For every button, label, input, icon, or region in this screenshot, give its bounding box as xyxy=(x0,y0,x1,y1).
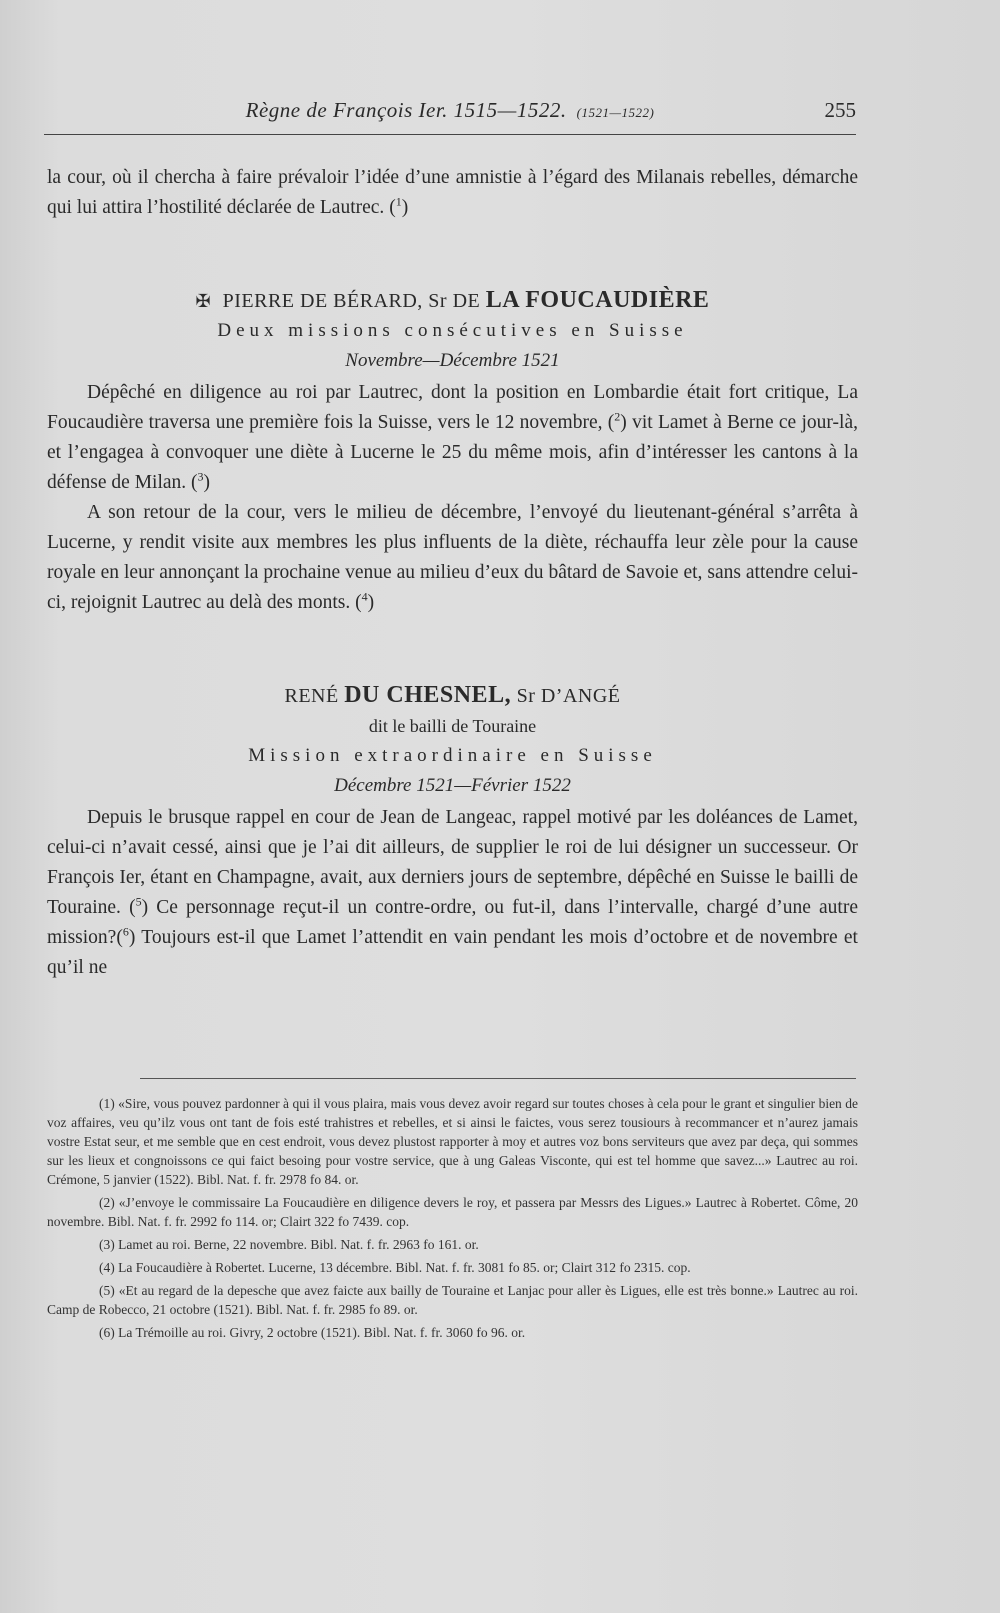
section2-title-pre: RENÉ xyxy=(284,685,339,707)
section1-paragraph-2: A son retour de la cour, vers le milieu de décembre, l’envoyé du lieutenant-général s’arrêta à Lucerne, y rendit visite aux membres les plus influents de la diète, réchauffa leur zèle pour la cause royale en leur annonçant la prochaine venue au milieu d’eux du bâtard de Savoie et, sans attendre celui-ci, rejoignit Lautrec au delà des monts. ($^4$) xyxy=(47,502,858,613)
page-header xyxy=(44,98,856,135)
section2-mission: Mission extraordinaire en Suisse xyxy=(248,745,657,766)
section2-subtitle: dit le bailli de Touraine xyxy=(368,716,537,736)
footnote-divider xyxy=(140,1078,856,1079)
note-ref-5[interactable]: 5 xyxy=(135,894,142,909)
footnote-6: (6) La Trémoille au roi. Givry, 2 octobre (1521). Bibl. Nat. f. fr. 3060 fo 96. or. xyxy=(99,1325,526,1340)
section2-p1-text-b: Ce personnage reçut-il un contre-ordre, ou fut-il, dans l’intervalle, chargé d’une autre mission? xyxy=(47,897,858,948)
section1-p2-text: A son retour de la cour, vers le milieu de décembre, l’envoyé du lieutenant-général s’arrêta à Lucerne, y rendit visite aux membres les plus influents de la diète, réchauffa leur zèle pour la cause royale en leur annonçant la prochaine venue au milieu d’eux du bâtard de Savoie et, sans attendre celui-ci, rejoignit Lautrec au delà des monts. xyxy=(47,502,858,613)
footnote-5: (5) «Et au regard de la depesche que avez faicte aux bailly de Touraine et Lanjac pour aller ès Ligues, elle est très bonne.» Lautrec au roi. Camp de Robecco, 21 octobre (1521). Bibl. Nat. f. fr. 2985 fo 89. or. xyxy=(47,1283,858,1317)
section1-title xyxy=(47,285,858,316)
running-title-text: Règne de François Ier. 1515—1522. xyxy=(245,98,567,122)
section1-subtitle: Deux missions consécutives en Suisse xyxy=(217,320,688,341)
spacer xyxy=(47,618,858,654)
section2-p1-text-c: Toujours est-il que Lamet l’attendit en vain pendant les mois d’octobre et de novembre et qu’il ne xyxy=(47,927,858,978)
spacer xyxy=(47,223,858,259)
section1-date: Novembre—Décembre 1521 xyxy=(345,350,560,371)
note-ref-4[interactable]: 4 xyxy=(361,589,368,604)
note-ref-2[interactable]: 2 xyxy=(614,409,621,424)
footnotes xyxy=(47,1094,858,1346)
intro-text: la cour, où il chercha à faire prévaloir l’idée d’une amnistie à l’égard des Milanais rebelles, démarche qui lui attira l’hostilité déclarée de Lautrec. xyxy=(47,167,858,218)
section1-title-main: LA FOUCAUDIÈRE xyxy=(485,287,710,313)
footnote-1: (1) «Sire, vous pouvez pardonner à qui il vous plaira, mais vous devez avoir regard sur toutes choses à cela pour le grant et singulier bien de voz affaires, veu qu’ilz vous ont tant de fois esté trahistres et rebelles, et si ainsi le faictes, vous serez tousiours à recommancer et n’aurez jamais vostre Estat seur, et me semble que en cest endroit, vous devez plustost rapporter à moy et autres voz bons serviteurs que avez par deça, qui sommes sur les lieux et congnoissons ce qui faict besoing pour vostre service, que à ung Galeas Visconte, qui est tel homme que savez...» Lautrec au roi. Crémone, 5 janvier (1522). Bibl. Nat. f. fr. 2978 fo 84. or. xyxy=(47,1096,858,1187)
section2-paragraph-1: Depuis le brusque rappel en cour de Jean de Langeac, rappel motivé par les doléances de Lamet, celui-ci n’avait cessé, ainsi que je l’ai dit ailleurs, de supplier le roi de lui désigner un successeur. Or François Ier, étant en Champagne, avait, aux derniers jours de septembre, dépêché en Suisse le bailli de Touraine. ($^5$) Ce personnage reçut-il un contre-ordre, ou fut-il, dans l’intervalle, chargé d’une autre mission?($^6$) Toujours est-il que Lamet l’attendit en vain pendant les mois d’octobre et de novembre et qu’il ne xyxy=(47,807,858,978)
main-text xyxy=(47,163,858,983)
cross-icon: ✠ xyxy=(195,291,212,311)
section1-paragraph-1: Dépêché en diligence au roi par Lautrec, dont la position en Lombardie était fort critique, La Foucaudière traversa une première fois la Suisse, vers le 12 novembre, ($^2$) vit Lamet à Berne ce jour-là, et l’engagea à convoquer une diète à Lucerne le 25 du même mois, afin d’intéresser les cantons à la défense de Milan. ($^3$) xyxy=(47,382,858,493)
footnote-2: (2) «J’envoye le commissaire La Foucaudière en diligence devers le roy, et passera par Messrs des Ligues.» Lautrec à Robertet. Côme, 20 novembre. Bibl. Nat. f. fr. 2992 fo 114. or; Clairt 322 fo 7439. cop. xyxy=(47,1195,858,1229)
section2-title-main: DU CHESNEL, xyxy=(344,682,512,708)
footnote-3: (3) Lamet au roi. Berne, 22 novembre. Bibl. Nat. f. fr. 2963 fo 161. or. xyxy=(99,1237,479,1252)
section1-p1-text-a: Dépêché en diligence au roi par Lautrec, dont la position en Lombardie était fort critique, La Foucaudière traversa une première fois la Suisse, vers le 12 novembre, xyxy=(47,382,858,433)
page-number: 255 xyxy=(824,98,856,122)
note-ref-6[interactable]: 6 xyxy=(122,924,129,939)
footnote-4: (4) La Foucaudière à Robertet. Lucerne, 13 décembre. Bibl. Nat. f. fr. 3081 fo 85. or; Clairt 312 fo 2315. cop. xyxy=(99,1260,691,1275)
section2-title xyxy=(47,680,858,711)
note-ref-3[interactable]: 3 xyxy=(197,469,204,484)
running-title xyxy=(44,98,856,123)
section1-title-pre: PIERRE DE BÉRARD, Sr DE xyxy=(222,290,481,312)
section2-p1-text-a: Depuis le brusque rappel en cour de Jean de Langeac, rappel motivé par les doléances de Lamet, celui-ci n’avait cessé, ainsi que je l’ai dit ailleurs, de supplier le roi de lui désigner un successeur. Or François Ier, étant en Champagne, avait, aux derniers jours de septembre, dépêché en Suisse le bailli de Touraine. xyxy=(47,807,858,918)
section2-title-post: Sr D’ANGÉ xyxy=(516,685,621,707)
running-date: (1521—1522) xyxy=(576,105,655,120)
note-ref-1[interactable]: 1 xyxy=(395,194,402,209)
section1-p1-text-b: vit Lamet à Berne ce jour-là, et l’engagea à convoquer une diète à Lucerne le 25 du même mois, afin d’intéresser les cantons à la défense de Milan. xyxy=(47,412,858,493)
intro-paragraph: la cour, où il chercha à faire prévaloir l’idée d’une amnistie à l’égard des Milanais rebelles, démarche qui lui attira l’hostilité déclarée de Lautrec. ($^1$) xyxy=(47,167,858,218)
section2-date: Décembre 1521—Février 1522 xyxy=(334,775,571,796)
